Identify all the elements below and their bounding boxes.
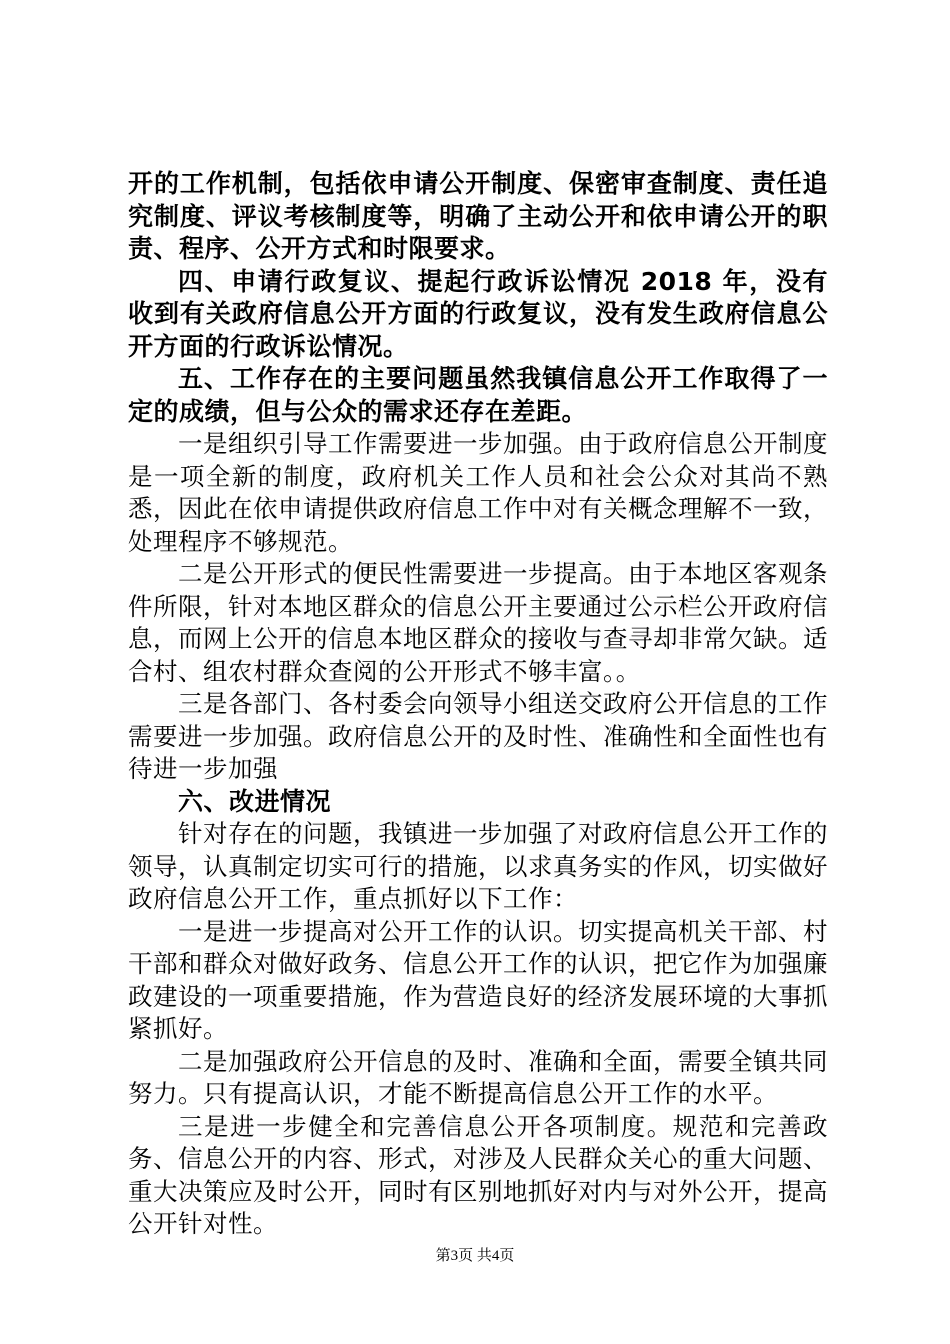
improvement-1-paragraph: 一是进一步提高对公开工作的认识。切实提高机关干部、村干部和群众对做好政务、信息公开工作的认识，把它作为加强廉政建设的一项重要措施，作为营造良好的经济发展环境的大事抓紧抓好。: [128, 916, 828, 1043]
improvement-intro-paragraph: 针对存在的问题，我镇进一步加强了对政府信息公开工作的领导，认真制定切实可行的措施，以求真务实的作风，切实做好政府信息公开工作，重点抓好以下工作：: [128, 819, 828, 913]
section-4-paragraph: 四、申请行政复议、提起行政诉讼情况 2018 年，没有收到有关政府信息公开方面的行政复议，没有发生政府信息公开方面的行政诉讼情况。: [128, 266, 828, 361]
body-text: [128, 168, 828, 1241]
problem-1-paragraph: 一是组织引导工作需要进一步加强。由于政府信息公开制度是一项全新的制度，政府机关工作人员和社会公众对其尚不熟悉，因此在依申请提供政府信息工作中对有关概念理解不一致，处理程序不够规范。: [128, 429, 828, 556]
problem-2-paragraph: 二是公开形式的便民性需要进一步提高。由于本地区客观条件所限，针对本地区群众的信息公开主要通过公示栏公开政府信息，而网上公开的信息本地区群众的接收与查寻却非常欠缺。适合村、组农村群众查阅的公开形式不够丰富。。: [128, 559, 828, 686]
section-5-paragraph: 五、工作存在的主要问题虽然我镇信息公开工作取得了一定的成绩，但与公众的需求还存在差距。: [128, 364, 828, 426]
page-number-footer: 第3页 共4页: [435, 1248, 515, 1264]
improvement-2-paragraph: 二是加强政府公开信息的及时、准确和全面，需要全镇共同努力。只有提高认识，才能不断提高信息公开工作的水平。: [128, 1046, 828, 1108]
improvement-3-paragraph: 三是进一步健全和完善信息公开各项制度。规范和完善政务、信息公开的内容、形式，对涉及人民群众关心的重大问题、重大决策应及时公开，同时有区别地抓好对内与对外公开，提高公开针对性。: [128, 1111, 828, 1238]
section-6-heading: 六、改进情况: [178, 786, 332, 816]
problem-3-paragraph: 三是各部门、各村委会向领导小组送交政府公开信息的工作需要进一步加强。政府信息公开的及时性、准确性和全面性也有待进一步加强: [128, 689, 828, 783]
paragraph-1: 开的工作机制，包括依申请公开制度、保密审查制度、责任追究制度、评议考核制度等，明确了主动公开和依申请公开的职责、程序、公开方式和时限要求。: [128, 169, 828, 263]
